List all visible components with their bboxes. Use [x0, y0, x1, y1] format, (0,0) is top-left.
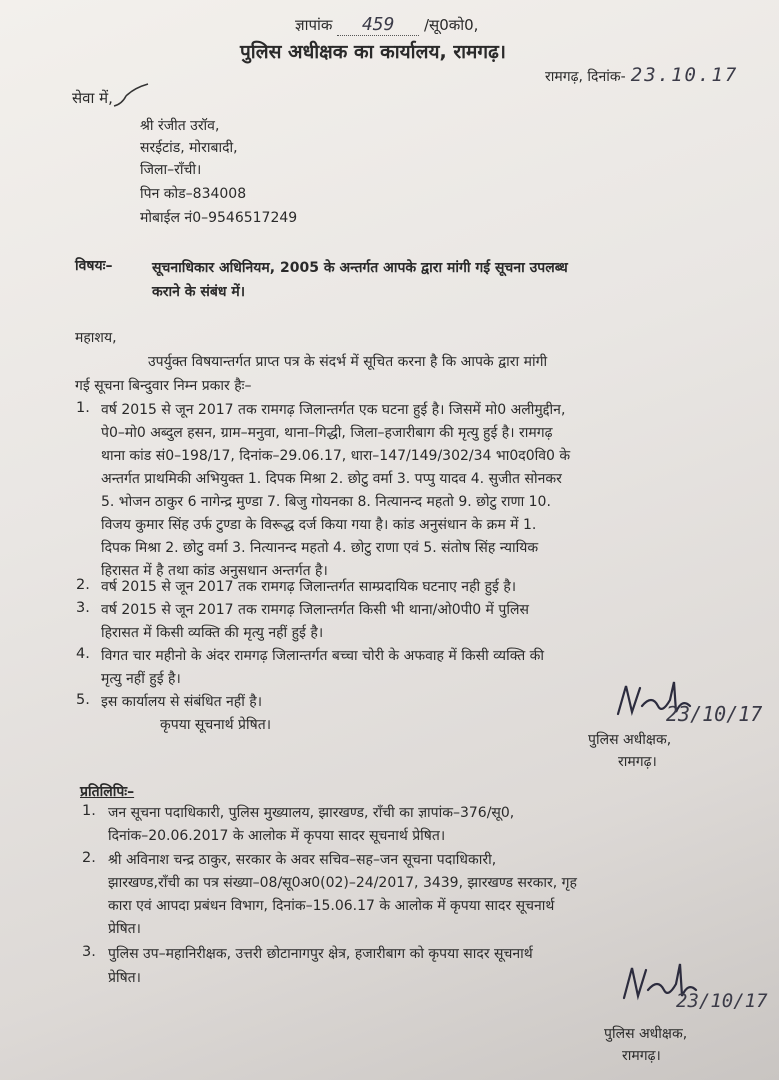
- date-value: 23.10.17: [630, 64, 739, 86]
- point-number: 1.: [76, 400, 90, 416]
- signature-1-title: पुलिस अधीक्षक,: [588, 732, 672, 748]
- memo-suffix: /सू0को0,: [424, 16, 479, 34]
- subject-line-1: सूचनाधिकार अधिनियम, 2005 के अन्तर्गत आपके द्वारा मांगी गई सूचना उपलब्ध: [152, 260, 568, 276]
- copy-3-line: प्रेषित।: [108, 970, 141, 986]
- address-line-1: श्री रंजीत उरॉव,: [140, 118, 220, 134]
- point-number: 4.: [76, 646, 90, 662]
- point-5-line: इस कार्यालय से संबंधित नहीं है।: [101, 694, 263, 710]
- forwarded-line: कृपया सूचनार्थ प्रेषित।: [160, 717, 272, 733]
- tick-mark: [112, 82, 152, 112]
- copy-1-line: जन सूचना पदाधिकारी, पुलिस मुख्यालय, झारखण्ड, राँची का ज्ञापांक–376/सू0,: [108, 805, 515, 821]
- signature-1-date: 23/10/17: [666, 702, 763, 726]
- subject-line-2: कराने के संबंध में।: [152, 284, 245, 300]
- address-line-2: सरईटांड, मोराबादी,: [140, 140, 238, 156]
- point-number: 3.: [76, 600, 90, 616]
- copy-2-line: श्री अविनाश चन्द्र ठाकुर, सरकार के अवर सचिव–सह–जन सूचना पदाधिकारी,: [108, 852, 497, 868]
- point-4-line: मृत्यु नहीं हुई है।: [101, 671, 181, 687]
- date-label: रामगढ़, दिनांक-: [545, 69, 626, 85]
- office-title: पुलिस अधीक्षक का कार्यालय, रामगढ़।: [240, 41, 506, 63]
- point-1-line: विजय कुमार सिंह उर्फ टुण्डा के विरूद्ध दर्ज किया गया है। कांड अनुसंधान के क्रम में 1.: [101, 517, 537, 533]
- point-3-line: वर्ष 2015 से जून 2017 तक रामगढ़ जिलान्तर्गत किसी भी थाना/ओ0पी0 में पुलिस: [101, 602, 529, 618]
- intro-line-1: उपर्युक्त विषयान्तर्गत प्राप्त पत्र के संदर्भ में सूचित करना है कि आपके द्वारा मांगी: [148, 354, 548, 370]
- signature-2-title: पुलिस अधीक्षक,: [604, 1026, 688, 1042]
- copy-3-line: पुलिस उप–महानिरीक्षक, उत्तरी छोटानागपुर क्षेत्र, हजारीबाग को कृपया सादर सूचनार्थ: [108, 946, 533, 962]
- point-1-line: वर्ष 2015 से जून 2017 तक रामगढ़ जिलान्तर्गत एक घटना हुई है। जिसमें मो0 अलीमुद्दीन,: [101, 402, 566, 418]
- copy-number: 3.: [82, 944, 96, 960]
- point-2-line: वर्ष 2015 से जून 2017 तक रामगढ़ जिलान्तर्गत साम्प्रदायिक घटनाए नही हुई है।: [101, 579, 517, 595]
- copies-label: प्रतिलिपिः–: [80, 784, 135, 800]
- point-number: 2.: [76, 577, 90, 593]
- address-line-4: पिन कोड–834008: [140, 186, 247, 202]
- address-line-3: जिला–राँची।: [140, 162, 202, 178]
- point-4-line: विगत चार महीनो के अंदर रामगढ़ जिलान्तर्गत बच्चा चोरी के अफवाह में किसी व्यक्ति की: [101, 648, 545, 664]
- memo-label: ज्ञापांक: [295, 16, 333, 34]
- memo-number-line: [295, 14, 478, 36]
- address-line-5: मोबाईल नं0–9546517249: [140, 210, 298, 226]
- signature-1-place: रामगढ़।: [618, 754, 657, 770]
- signature-2-date: 23/10/17: [676, 990, 768, 1012]
- point-1-line: पे0–मो0 अब्दुल हसन, ग्राम–मनुवा, थाना–गिद्धी, जिला–हजारीबाग की मृत्यु हुई है। रामगढ़: [101, 425, 553, 441]
- date-line: [545, 64, 738, 86]
- copy-2-line: कारा एवं आपदा प्रबंधन विभाग, दिनांक–15.06.17 के आलोक में कृपया सादर सूचनार्थ: [108, 898, 555, 914]
- point-1-line: हिरासत में है तथा कांड अनुसधान अन्तर्गत है।: [101, 563, 328, 579]
- intro-line-2: गई सूचना बिन्दुवार निम्न प्रकार हैः–: [75, 378, 252, 394]
- to-label: सेवा में,: [72, 89, 113, 107]
- point-1-line: थाना कांड सं0–198/17, दिनांक–29.06.17, धारा–147/149/302/34 भा0द0वि0 के: [101, 448, 571, 464]
- point-3-line: हिरासत में किसी व्यक्ति की मृत्यु नहीं हुई है।: [101, 625, 324, 641]
- copy-1-line: दिनांक–20.06.2017 के आलोक में कृपया सादर सूचनार्थ प्रेषित।: [108, 828, 446, 844]
- copy-number: 1.: [82, 803, 96, 819]
- memo-number: 459: [337, 14, 419, 36]
- copy-number: 2.: [82, 850, 96, 866]
- point-number: 5.: [76, 692, 90, 708]
- point-1-line: अन्तर्गत प्राथमिकी अभियुक्त 1. दिपक मिश्रा 2. छोटु वर्मा 3. पप्पु यादव 4. सुजीत सोनकर: [101, 471, 562, 487]
- salutation: महाशय,: [75, 330, 117, 346]
- point-1-line: 5. भोजन ठाकुर 6 नागेन्द्र मुण्डा 7. बिजु गोयनका 8. नित्यानन्द महतो 9. छोटु राणा 10.: [101, 494, 551, 510]
- signature-2-place: रामगढ़।: [622, 1048, 661, 1064]
- subject-label: विषयः–: [75, 258, 113, 274]
- copy-2-line: झारखण्ड,राँची का पत्र संख्या–08/सू0अ0(02)–24/2017, 3439, झारखण्ड सरकार, गृह: [108, 875, 577, 891]
- point-1-line: दिपक मिश्रा 2. छोटु वर्मा 3. नित्यानन्द महतो 4. छोटु राणा एवं 5. संतोष सिंह न्यायिक: [101, 540, 539, 556]
- copy-2-line: प्रेषित।: [108, 921, 141, 937]
